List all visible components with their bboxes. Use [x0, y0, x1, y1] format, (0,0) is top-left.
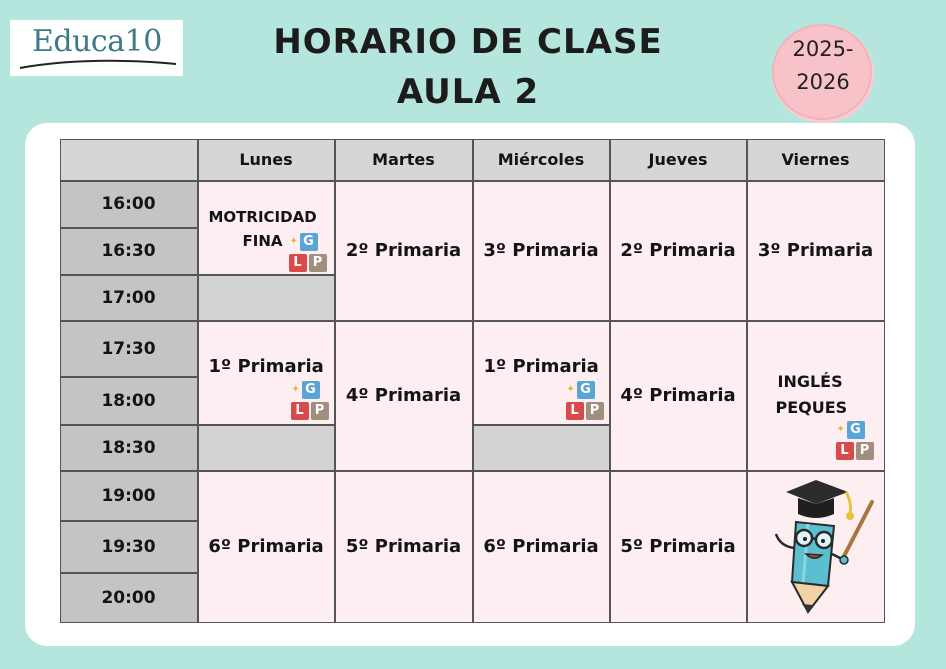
time-slot: 19:30: [60, 521, 198, 573]
logo-text: Educa10: [32, 24, 162, 59]
class-cell-1-primaria: [198, 321, 335, 425]
day-header-miercoles: Miércoles: [473, 139, 610, 181]
class-cell: 4º Primaria: [335, 321, 473, 471]
graduate-pencil-icon: [768, 474, 880, 618]
class-cell: 4º Primaria: [610, 321, 747, 471]
class-label: INGLÉS: [777, 371, 843, 391]
class-cell: 2º Primaria: [610, 181, 747, 321]
empty-cell: [473, 425, 610, 471]
class-label: 1º Primaria: [208, 355, 324, 377]
glp-blocks-icon: ✦ G L P: [564, 380, 608, 424]
class-cell: 6º Primaria: [198, 471, 335, 623]
glp-blocks-icon: ✦ G L P: [834, 420, 878, 464]
class-cell: 5º Primaria: [610, 471, 747, 623]
empty-cell: [198, 275, 335, 321]
time-slot: 18:00: [60, 377, 198, 425]
class-cell: 2º Primaria: [335, 181, 473, 321]
day-header-jueves: Jueves: [610, 139, 747, 181]
class-cell-1-primaria: [473, 321, 610, 425]
class-cell-motricidad: [198, 181, 335, 275]
class-cell: 3º Primaria: [473, 181, 610, 321]
glp-blocks-icon: ✦ G L P: [287, 232, 331, 276]
time-slot: 17:30: [60, 321, 198, 377]
year-start: 2025-: [792, 37, 854, 61]
day-header-viernes: Viernes: [747, 139, 885, 181]
class-cell-ingles-peques: [747, 321, 885, 471]
time-slot: 19:00: [60, 471, 198, 521]
time-slot: 17:00: [60, 275, 198, 321]
class-cell: 3º Primaria: [747, 181, 885, 321]
page-title: HORARIO DE CLASE: [273, 22, 663, 62]
class-label: PEQUES: [775, 397, 848, 417]
class-label: 1º Primaria: [483, 355, 599, 377]
school-year-badge: [770, 24, 876, 120]
educa10-logo: [10, 20, 183, 76]
schedule-table: [60, 139, 885, 623]
time-slot: 16:00: [60, 181, 198, 228]
class-label: MOTRICIDAD: [208, 207, 317, 226]
time-slot: 18:30: [60, 425, 198, 471]
day-header-lunes: Lunes: [198, 139, 335, 181]
corner-cell: [60, 139, 198, 181]
class-label: FINA: [242, 231, 283, 250]
page-subtitle: AULA 2: [396, 72, 540, 112]
class-cell: 5º Primaria: [335, 471, 473, 623]
time-slot: 20:00: [60, 573, 198, 623]
year-end: 2026: [796, 70, 850, 94]
logo-swoosh: [18, 56, 178, 70]
glp-blocks-icon: ✦ G L P: [289, 380, 333, 424]
class-cell: 6º Primaria: [473, 471, 610, 623]
time-slot: 16:30: [60, 228, 198, 275]
empty-cell: [198, 425, 335, 471]
day-header-martes: Martes: [335, 139, 473, 181]
